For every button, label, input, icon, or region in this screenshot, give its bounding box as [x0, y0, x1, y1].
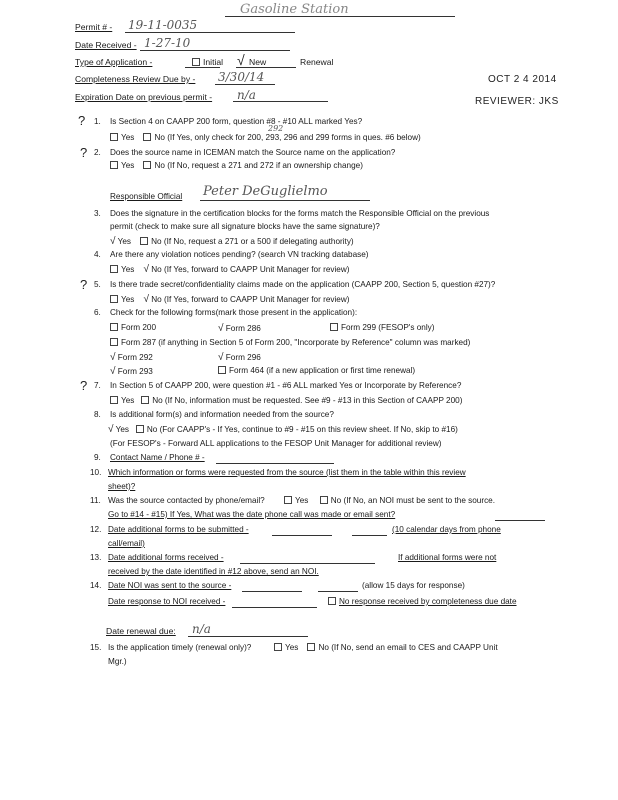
- q2-text: Does the source name in ICEMAN match the Source name on the application?: [110, 148, 396, 157]
- q13-text-line2: received by the date identified in #12 above, send an NOI.: [108, 567, 319, 576]
- q8-number: 8.: [94, 410, 101, 419]
- form-464-checkbox[interactable]: [218, 366, 226, 374]
- q2-margin-mark-icon: ?: [80, 145, 88, 160]
- q10-text-line2: sheet)?: [108, 482, 136, 491]
- q3-text-line2: permit (check to make sure all signature blocks have the same signature)?: [110, 222, 380, 231]
- q4-number: 4.: [94, 250, 101, 259]
- responsible-official-value[interactable]: Peter DeGuglielmo: [203, 184, 328, 199]
- renewal-due-label: Date renewal due:: [106, 626, 176, 636]
- type-of-application-label: Type of Application -: [75, 57, 153, 67]
- q15-no-checkbox[interactable]: [307, 643, 315, 651]
- q11-text: Was the source contacted by phone/email?: [108, 496, 265, 505]
- q3-text: Does the signature in the certification blocks for the forms match the Responsible Official on the previous: [110, 209, 490, 218]
- q11-text-line2: Go to #14 - #15) If Yes, What was the date phone call was made or email sent?: [108, 510, 396, 519]
- q13-text: Date additional forms received -: [108, 553, 224, 562]
- q1-margin-mark-icon: ?: [78, 113, 86, 128]
- q10-number: 10.: [90, 468, 102, 477]
- q8-options[interactable]: √ Yes No (For CAAPP's - If Yes, continue to #9 - #15 on this review sheet. If No, skip to #16): [108, 424, 458, 435]
- q5-options[interactable]: Yes √ No (If Yes, forward to CAAPP Unit Manager for review): [110, 294, 350, 305]
- form-292-check-icon: √: [110, 352, 116, 363]
- q7-no-checkbox[interactable]: [141, 396, 149, 404]
- q3-number: 3.: [94, 209, 101, 218]
- q4-text: Are there any violation notices pending? (search VN tracking database): [110, 250, 369, 259]
- q11-number: 11.: [90, 496, 101, 505]
- q5-no-check-icon: √: [143, 294, 149, 305]
- completeness-value[interactable]: 3/30/14: [218, 70, 265, 84]
- q2-no-checkbox[interactable]: [143, 161, 151, 169]
- q1-yes-checkbox[interactable]: [110, 133, 118, 141]
- completeness-label: Completeness Review Due by -: [75, 74, 196, 84]
- form-299-item[interactable]: Form 299 (FESOP's only): [330, 323, 434, 332]
- date-received-value[interactable]: 1-27-10: [144, 36, 191, 50]
- q15-options[interactable]: Yes No (If No, send an email to CES and CAAPP Unit: [274, 643, 498, 652]
- form-296-item[interactable]: √ Form 296: [218, 352, 261, 363]
- q8-no-checkbox[interactable]: [136, 425, 144, 433]
- q8-text: Is additional form(s) and information needed from the source?: [110, 410, 334, 419]
- q1-options[interactable]: Yes No (If Yes, only check for 200, 293, 296 and 299 forms in ques. #6 below): [110, 133, 421, 142]
- q1-text: Is Section 4 on CAAPP 200 form, question #8 - #10 ALL marked Yes?: [110, 117, 363, 126]
- type-renewal[interactable]: Renewal: [300, 57, 334, 67]
- form-286-check-icon: √: [218, 323, 224, 334]
- form-464-item[interactable]: Form 464 (if a new application or first time renewal): [218, 366, 415, 375]
- q15-yes-checkbox[interactable]: [274, 643, 282, 651]
- q5-text: Is there trade secret/confidentiality claims made on the application (CAAPP 200, Section 5, question #27)?: [110, 280, 496, 289]
- form-299-checkbox[interactable]: [330, 323, 338, 331]
- form-293-check-icon: √: [110, 366, 116, 377]
- renewal-due-value[interactable]: n/a: [192, 622, 211, 636]
- type-new[interactable]: New: [249, 57, 267, 67]
- q14-number: 14.: [90, 581, 102, 590]
- q11-options[interactable]: Yes No (If No, an NOI must be sent to the source.: [284, 496, 495, 505]
- q12-text: Date additional forms to be submitted -: [108, 525, 249, 534]
- reviewer-stamp: REVIEWER: JKS: [475, 96, 559, 107]
- q13-text-right: If additional forms were not: [398, 553, 497, 562]
- q5-number: 5.: [94, 280, 101, 289]
- q15-text: Is the application timely (renewal only)?: [108, 643, 252, 652]
- q1-no-checkbox[interactable]: [143, 133, 151, 141]
- expiration-value[interactable]: n/a: [237, 88, 256, 102]
- q2-yes-checkbox[interactable]: [110, 161, 118, 169]
- form-200-item[interactable]: Form 200: [110, 323, 156, 332]
- handwritten-title: Gasoline Station: [240, 2, 349, 17]
- q12-text-line2: call/email): [108, 539, 145, 548]
- form-286-item[interactable]: √ Form 286: [218, 323, 261, 334]
- q1-handwritten-292: 292: [268, 124, 284, 133]
- q4-options[interactable]: Yes √ No (If Yes, forward to CAAPP Unit Manager for review): [110, 264, 350, 275]
- q6-number: 6.: [94, 308, 101, 317]
- q7-number: 7.: [94, 381, 101, 390]
- q5-margin-mark-icon: ?: [80, 277, 88, 292]
- form-287-checkbox[interactable]: [110, 338, 118, 346]
- q2-number: 2.: [94, 148, 101, 157]
- q15-number: 15.: [90, 643, 102, 652]
- q4-no-check-icon: √: [143, 264, 149, 275]
- q14-text-right: (allow 15 days for response): [362, 581, 465, 590]
- q9-number: 9.: [94, 453, 101, 462]
- q11-yes-checkbox[interactable]: [284, 496, 292, 504]
- q7-options[interactable]: Yes No (If No, information must be requested. See #9 - #13 in this Section of CAAPP 200): [110, 396, 462, 405]
- initial-checkbox[interactable]: [192, 58, 200, 66]
- permit-value[interactable]: 19-11-0035: [128, 18, 198, 32]
- form-296-check-icon: √: [218, 352, 224, 363]
- q3-no-checkbox[interactable]: [140, 237, 148, 245]
- form-293-item[interactable]: √ Form 293: [110, 366, 153, 377]
- expiration-label: Expiration Date on previous permit -: [75, 92, 213, 102]
- q1-number: 1.: [94, 117, 101, 126]
- q2-options[interactable]: Yes No (If No, request a 271 and 272 if an ownership change): [110, 161, 363, 170]
- q12-text-right: (10 calendar days from phone: [392, 525, 501, 534]
- q10-text: Which information or forms were requested from the source (list them in the table within this review: [108, 468, 466, 477]
- q14-text-line2: Date response to NOI received -: [108, 597, 226, 606]
- q3-options[interactable]: √ Yes No (If No, request a 271 or a 500 if delegating authority): [110, 236, 354, 247]
- q3-yes-check-icon: √: [110, 236, 116, 247]
- q4-yes-checkbox[interactable]: [110, 265, 118, 273]
- date-received-label: Date Received -: [75, 40, 137, 50]
- q7-text: In Section 5 of CAAPP 200, were question #1 - #6 ALL marked Yes or Incorporate by Reference?: [110, 381, 462, 390]
- form-292-item[interactable]: √ Form 292: [110, 352, 153, 363]
- q5-yes-checkbox[interactable]: [110, 295, 118, 303]
- q8-yes-check-icon: √: [108, 424, 114, 435]
- responsible-official-label: Responsible Official: [110, 192, 183, 201]
- q14-text: Date NOI was sent to the source -: [108, 581, 232, 590]
- q8-fesop-note: (For FESOP's - Forward ALL applications to the FESOP Unit Manager for additional review): [110, 439, 442, 448]
- received-date-stamp: OCT 2 4 2014: [488, 74, 557, 85]
- type-initial[interactable]: Initial: [192, 57, 223, 67]
- q6-text: Check for the following forms(mark those present in the application):: [110, 308, 358, 317]
- q11-no-checkbox[interactable]: [320, 496, 328, 504]
- form-287-item[interactable]: Form 287 (if anything in Section 5 of Form 200, "Incorporate by Reference" column was marked): [110, 338, 470, 347]
- q14-no-response-checkbox[interactable]: [328, 597, 336, 605]
- permit-label: Permit # -: [75, 22, 113, 32]
- form-200-checkbox[interactable]: [110, 323, 118, 331]
- q7-yes-checkbox[interactable]: [110, 396, 118, 404]
- q14-no-response[interactable]: No response received by completeness due date: [328, 597, 517, 606]
- q9-text: Contact Name / Phone # -: [110, 453, 205, 462]
- q13-number: 13.: [90, 553, 102, 562]
- q15-text-line2: Mgr.): [108, 657, 127, 666]
- new-checkmark-icon: √: [237, 52, 245, 68]
- q7-margin-mark-icon: ?: [80, 378, 88, 393]
- q12-number: 12.: [90, 525, 102, 534]
